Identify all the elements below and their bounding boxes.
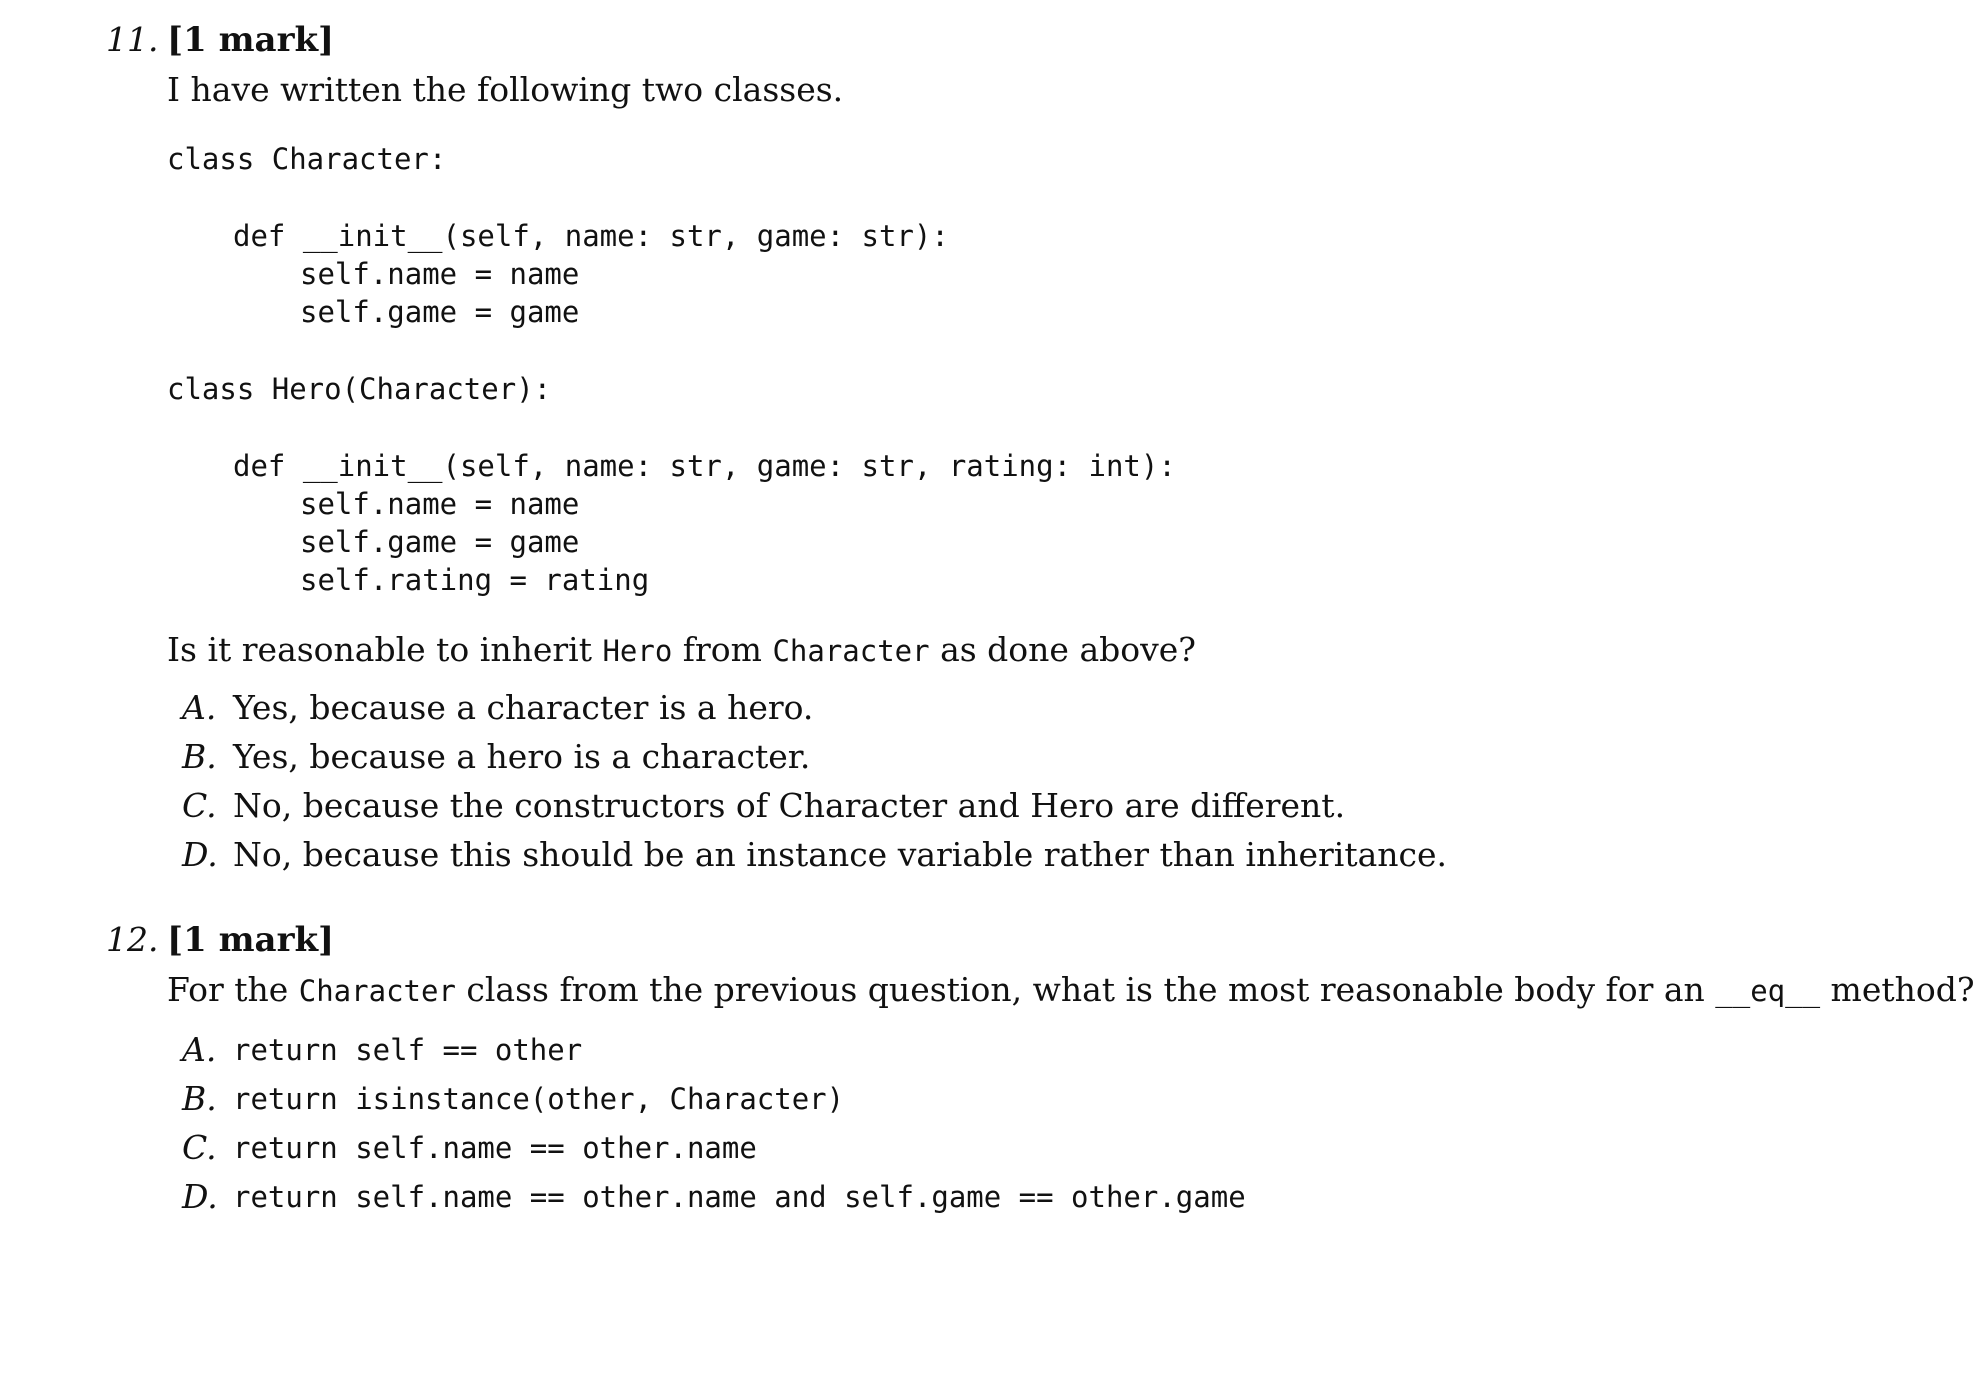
option-letter: D. (182, 1177, 218, 1216)
option-letter: A. (182, 688, 217, 727)
question-number: 12. (106, 920, 159, 959)
option-letter: B. (182, 737, 217, 776)
option-letter: A. (182, 1030, 217, 1069)
code-line: class Character: (167, 142, 447, 176)
code-line: self.name = name (300, 257, 580, 291)
option-code: return self.name == other.name and self.game == other.game (233, 1180, 1246, 1214)
question-mark: [1 mark] (167, 920, 335, 960)
code-line: self.name = name (300, 487, 580, 521)
option-letter: C. (182, 786, 217, 825)
option-text: No, because this should be an instance variable rather than inheritance. (233, 835, 1448, 874)
option-letter: C. (182, 1128, 217, 1167)
question-prompt (167, 970, 1975, 1011)
question-number: 11. (106, 20, 159, 59)
option-letter: B. (182, 1079, 217, 1118)
code-line: def __init__(self, name: str, game: str): (233, 219, 949, 253)
prompt-text: For the (167, 970, 299, 1009)
option-text: Yes, because a hero is a character. (233, 737, 811, 776)
code-line: self.game = game (300, 295, 580, 329)
inline-code: __eq__ (1715, 974, 1821, 1008)
question-intro: I have written the following two classes. (167, 70, 844, 109)
option-letter: D. (182, 835, 218, 874)
option-text: No, because the constructors of Character and Hero are different. (233, 786, 1346, 825)
inline-code: Character (298, 974, 456, 1008)
option-text: Yes, because a character is a hero. (233, 688, 814, 727)
code-line: class Hero(Character): (167, 372, 552, 406)
question-mark: [1 mark] (167, 20, 335, 60)
prompt-text: as done above? (929, 630, 1196, 669)
option-code: return self == other (233, 1033, 583, 1067)
option-code: return isinstance(other, Character) (233, 1082, 845, 1116)
prompt-text: class from the previous question, what is the most reasonable body for an (455, 970, 1716, 1009)
prompt-text: method? (1820, 970, 1975, 1009)
inline-code: Hero (602, 634, 673, 668)
code-line: self.rating = rating (300, 563, 650, 597)
prompt-text: Is it reasonable to inherit (167, 630, 603, 669)
code-line: self.game = game (300, 525, 580, 559)
option-code: return self.name == other.name (233, 1131, 757, 1165)
question-prompt (167, 630, 1196, 671)
code-line: def __init__(self, name: str, game: str, rating: int): (233, 449, 1176, 483)
inline-code: Character (772, 634, 930, 668)
prompt-text: from (672, 630, 773, 669)
